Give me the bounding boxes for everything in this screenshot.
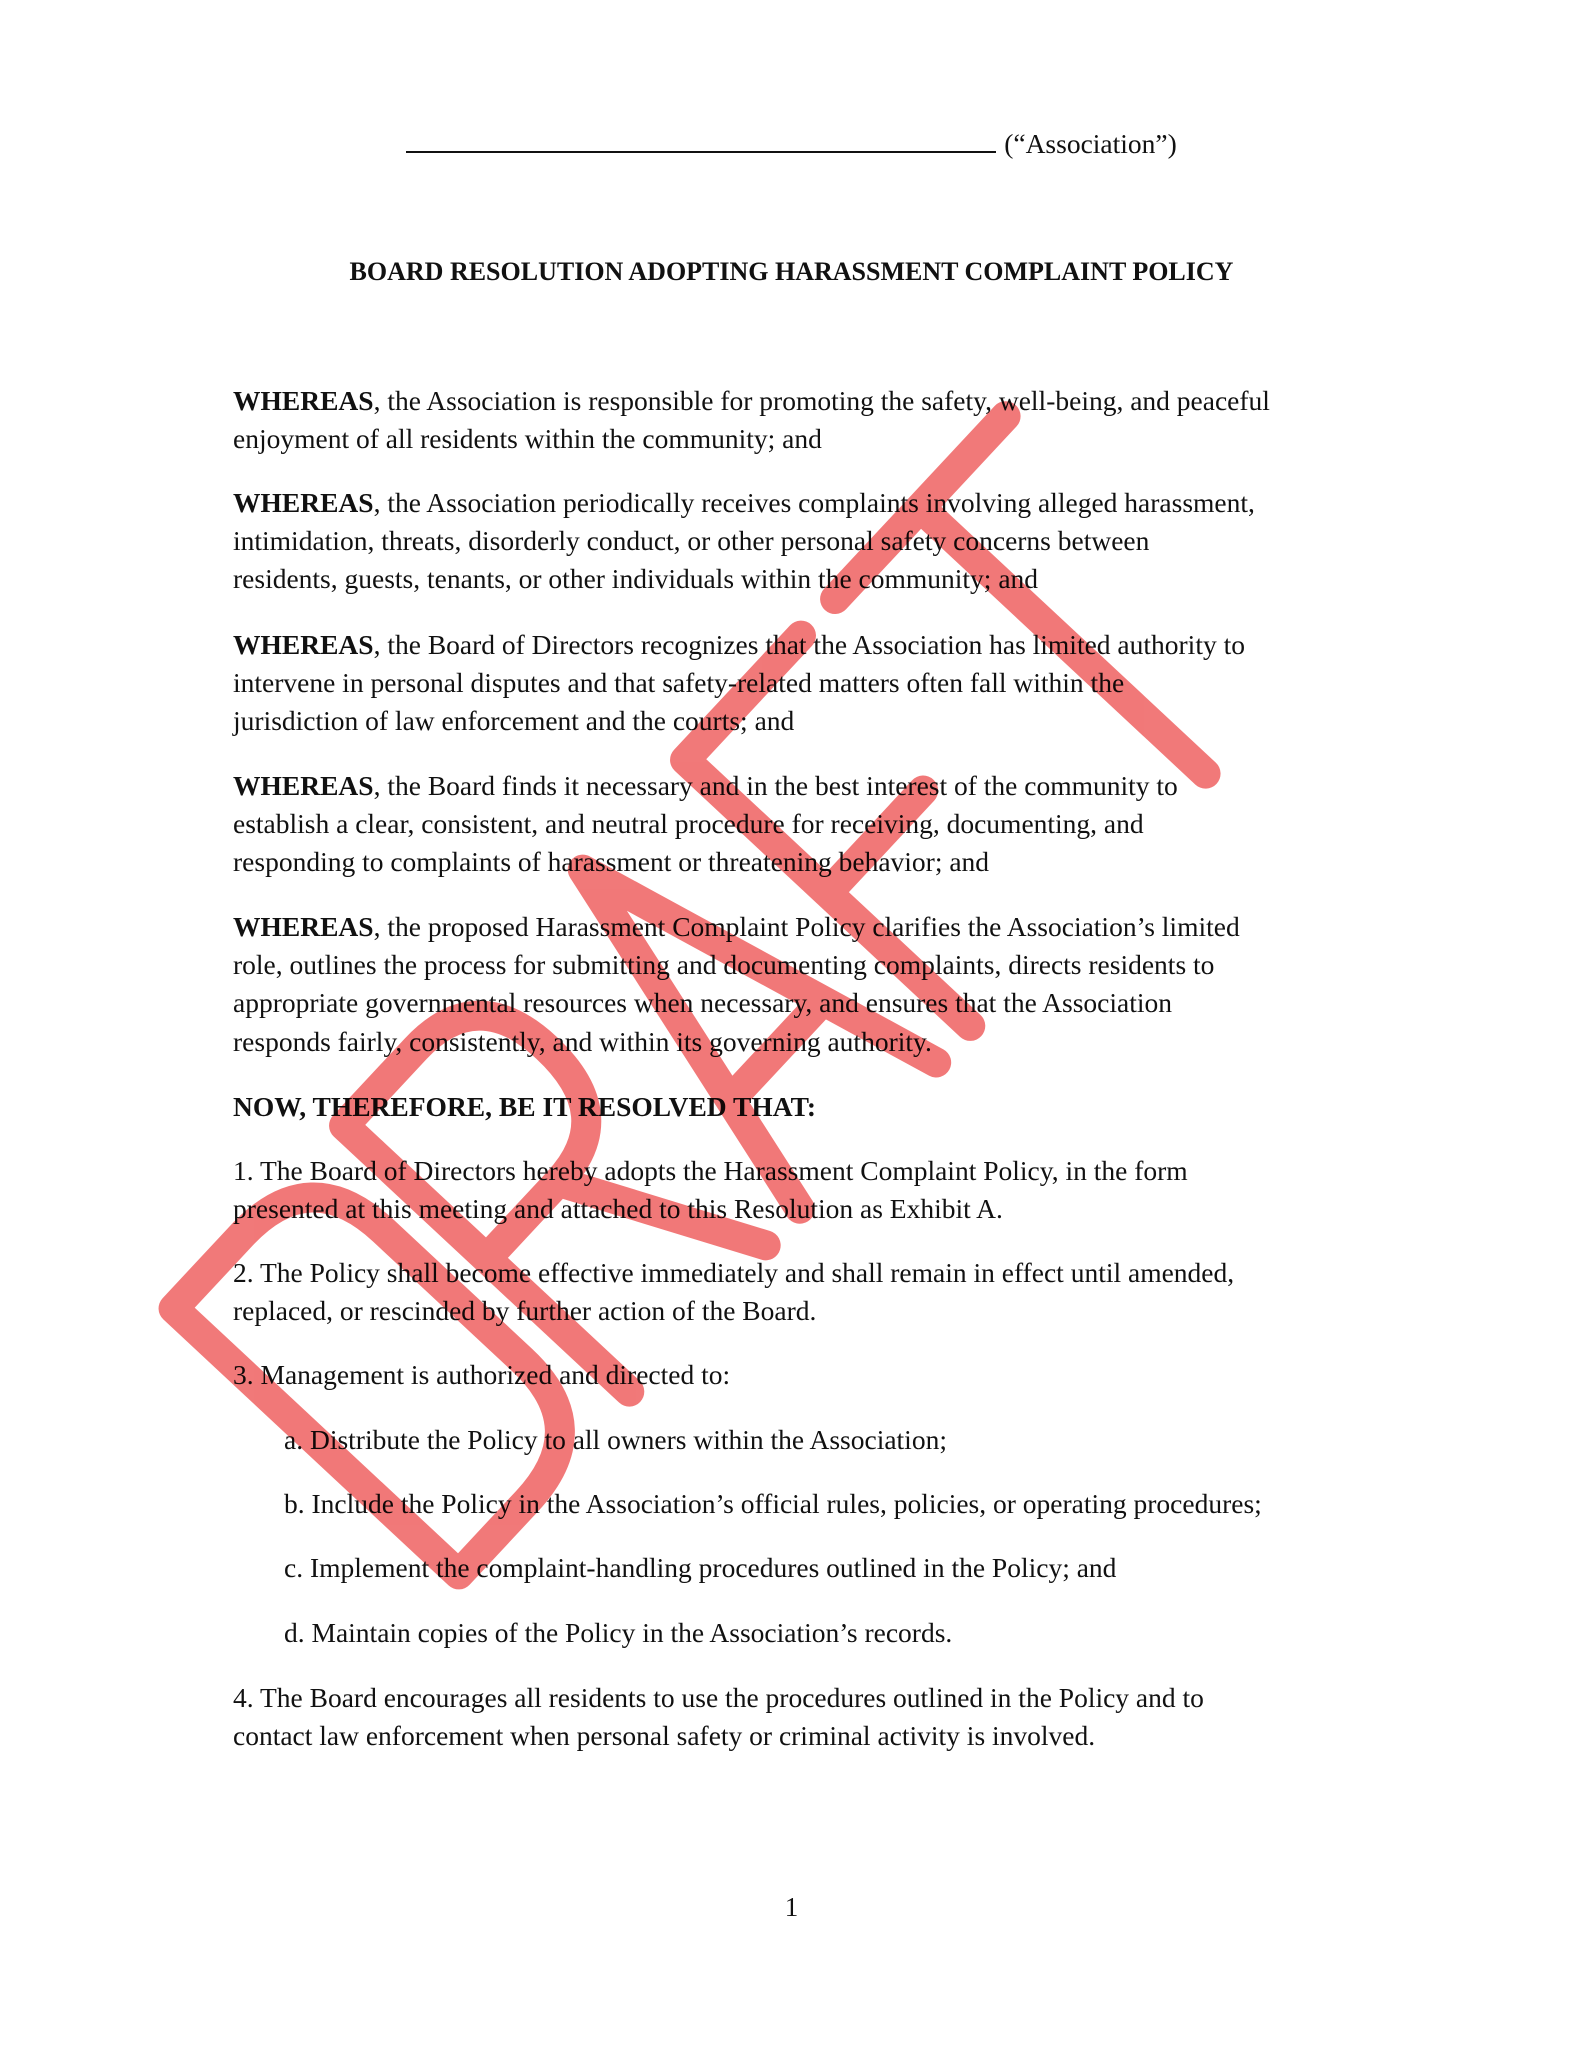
line: , the Association is responsible for promoting the safety, well-being, and peaceful [373,385,1270,416]
line: , the Board of Directors recognizes that the Association has limited authority to [373,629,1245,660]
line: contact law enforcement when personal safety or criminal activity is involved. [233,1720,1096,1752]
association-name-blank [406,125,996,153]
line: responding to complaints of harassment or threatening behavior; and [233,846,990,878]
association-label: (“Association”) [1004,128,1177,159]
line: 1. The Board of Directors hereby adopts the Harassment Complaint Policy, in the form [233,1155,1188,1186]
line: jurisdiction of law enforcement and the courts; and [233,705,795,737]
resolution-item-3 [233,1356,730,1394]
resolved-heading: NOW, THEREFORE, BE IT RESOLVED THAT: [233,1091,817,1122]
line: , the Association periodically receives complaints involving alleged harassment, [373,487,1255,518]
whereas-paragraph-1 [233,382,1270,458]
line: intervene in personal disputes and that safety-related matters often fall within the [233,667,1125,699]
line: intimidation, threats, disorderly conduct, or other personal safety concerns between [233,525,1150,557]
line: establish a clear, consistent, and neutral procedure for receiving, documenting, and [233,808,1144,840]
whereas-paragraph-4 [233,767,1178,882]
association-name-line [0,125,1583,163]
line: 4. The Board encourages all residents to use the procedures outlined in the Policy and to [233,1682,1204,1713]
sub-item-c: c. Implement the complaint-handling procedures outlined in the Policy; and [284,1552,1117,1583]
page-number: 1 [784,1892,799,1922]
line: replaced, or rescinded by further action of the Board. [233,1295,817,1327]
sub-item-b: b. Include the Policy in the Association’s official rules, policies, or operating procedures; [284,1488,1262,1519]
line: , the proposed Harassment Complaint Policy clarifies the Association’s limited [373,911,1240,942]
resolution-item-2 [233,1254,1234,1330]
sub-item-a: a. Distribute the Policy to all owners within the Association; [284,1424,947,1455]
whereas-lead: WHEREAS [233,770,374,801]
whereas-paragraph-2 [233,484,1255,599]
line: residents, guests, tenants, or other individuals within the community; and [233,563,1039,595]
line: role, outlines the process for submitting and documenting complaints, directs residents to [233,949,1215,981]
line: responds fairly, consistently, and within its governing authority. [233,1025,932,1057]
whereas-paragraph-5 [233,908,1240,1061]
resolution-item-4 [233,1679,1204,1755]
resolution-item-1 [233,1152,1188,1228]
document-title: BOARD RESOLUTION ADOPTING HARASSMENT COMPLAINT POLICY [349,257,1234,286]
whereas-lead: WHEREAS [233,911,374,942]
line: presented at this meeting and attached to this Resolution as Exhibit A. [233,1193,1003,1225]
line: , the Board finds it necessary and in the best interest of the community to [373,770,1178,801]
line: appropriate governmental resources when necessary, and ensures that the Association [233,987,1173,1019]
line: 2. The Policy shall become effective immediately and shall remain in effect until amended, [233,1257,1235,1288]
whereas-lead: WHEREAS [233,385,374,416]
whereas-paragraph-3 [233,626,1245,741]
whereas-lead: WHEREAS [233,487,374,518]
whereas-lead: WHEREAS [233,629,374,660]
sub-item-d: d. Maintain copies of the Policy in the Association’s records. [284,1617,953,1648]
line: enjoyment of all residents within the community; and [233,423,822,455]
line: 3. Management is authorized and directed to: [233,1359,731,1390]
